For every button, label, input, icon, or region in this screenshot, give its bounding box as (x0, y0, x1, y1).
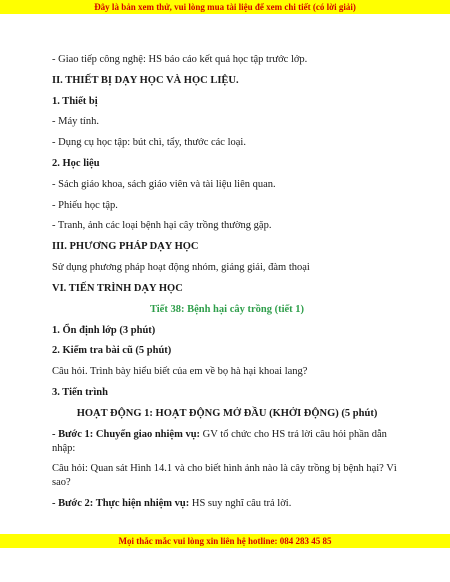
step-b1-paragraph (52, 428, 402, 456)
materials-item-2: - Phiếu học tập. (52, 200, 118, 211)
section3-heading: III. PHƯƠNG PHÁP DẠY HỌC (52, 241, 199, 252)
step2-heading: 2. Kiểm tra bài cũ (5 phút) (52, 345, 172, 356)
hotline-banner: Mọi thắc mắc vui lòng xin liên hệ hotline: 084 283 45 85 (0, 534, 450, 548)
preview-banner: Đây là bản xem thử, vui lòng mua tài liệu để xem chi tiết (có lời giải) (0, 0, 450, 14)
step1-heading: 1. Ổn định lớp (3 phút) (52, 325, 156, 336)
step-b1-label: - Bước 1: Chuyển giao nhiệm vụ: (52, 429, 201, 440)
equipment-heading: 1. Thiết bị (52, 96, 98, 107)
materials-heading: 2. Học liệu (52, 158, 100, 169)
step-b2-paragraph (52, 498, 402, 509)
method-text: Sử dụng phương pháp hoạt động nhóm, giảng giải, đàm thoại (52, 262, 310, 273)
new-question: Câu hỏi: Quan sát Hình 14.1 và cho biết hình ảnh nào là cây trồng bị bệnh hại? Vì sao? (52, 463, 397, 488)
step3-heading: 3. Tiến trình (52, 387, 108, 398)
materials-item-1: - Sách giáo khoa, sách giáo viên và tài liệu liên quan. (52, 179, 276, 190)
equipment-item-2: - Dụng cụ học tập: bút chì, tẩy, thước các loại. (52, 137, 246, 148)
step-b1-text: GV tổ chức cho HS trả lời câu hỏi phần dẫn nhập: (52, 429, 387, 454)
activity1-heading: HOẠT ĐỘNG 1: HOẠT ĐỘNG MỞ ĐẦU (KHỞI ĐỘNG) (5 phút) (76, 408, 378, 419)
communication-line: - Giao tiếp công nghệ: HS báo cáo kết quả học tập trước lớp. (52, 54, 308, 65)
step-b2-label: - Bước 2: Thực hiện nhiệm vụ: (52, 498, 190, 509)
section4-heading: VI. TIẾN TRÌNH DẠY HỌC (52, 283, 183, 294)
lesson-title: Tiết 38: Bệnh hại cây trồng (tiết 1) (149, 304, 305, 315)
materials-item-3: - Tranh, ảnh các loại bệnh hại cây trồng thường gặp. (52, 220, 272, 231)
step-b2-text: HS suy nghĩ câu trả lời. (189, 498, 292, 509)
equipment-item-1: - Máy tính. (52, 116, 99, 127)
section2-heading: II. THIẾT BỊ DẠY HỌC VÀ HỌC LIỆU. (52, 75, 239, 86)
old-question: Câu hỏi. Trình bày hiểu biết của em về bọ hà hại khoai lang? (52, 366, 308, 377)
